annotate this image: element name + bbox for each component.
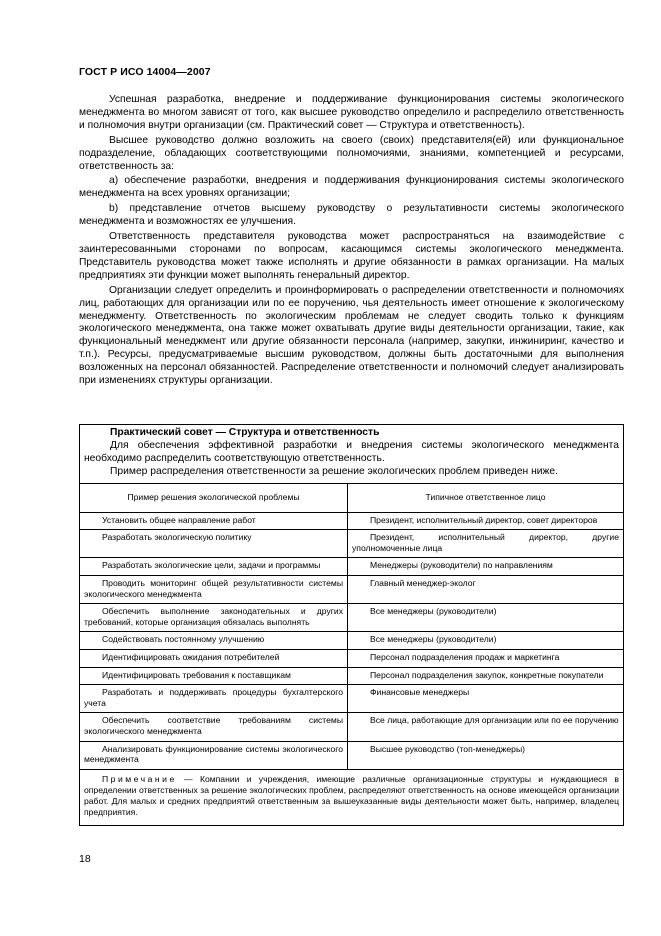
paragraph: Высшее руководство должно возложить на своего (своих) представителя(ей) или функциональное подразделение, обладающих соответствующими полномочиями, знаниями, компетенцией и ресурсами, ответственность за: — [79, 134, 624, 172]
responsible-cell: Президент, исполнительный директор, совет директоров — [370, 514, 598, 525]
table-row — [80, 558, 623, 576]
table-row — [80, 713, 623, 741]
list-item-b: b) представление отчетов высшему руководству о результативности системы экологического менеджмента и возможностях ее улучшения. — [79, 203, 624, 228]
column-header-responsible: Типичное ответственное лицо — [348, 483, 624, 512]
problem-cell: Разработать экологическую политику — [102, 532, 252, 543]
paragraph: Успешная разработка, внедрение и поддерживание функционирования системы экологического менеджмента во многом зависят от того, как высшее руководство определило и распределило ответственность и полномочия внутри организации (см. Практический совет — Структура и ответственность). — [79, 94, 624, 131]
paragraph: Организации следует определить и проинформировать о распределении ответственности и полномочиях лиц, работающих для организации или по ее поручению, чья деятельность имеет отношение к экологическому менеджменту. Ответственность по экологическим проблемам не следует сводить только к функциям экологического менеджмента, она также может охватывать другие виды деятельности организации, такие, как функциональный менеджмент или другие обязанности персонала (например, закупки, инжиниринг, качество и т.п.). Ресурсы, предусматриваемые высшим руководством, должны быть достаточными для выполнения возложенных на персонал обязанностей. Распределение ответственности и полномочий следует анализировать при изменениях структуры организации. — [79, 284, 624, 387]
problem-cell: Анализировать функционирование системы экологического менеджмента — [84, 743, 343, 765]
table-row — [80, 576, 623, 604]
problem-cell: Разработать экологические цели, задачи и программы — [102, 560, 321, 571]
problem-cell: Обеспечить выполнение законодательных и других требований, которые организация обязалась выполнять — [84, 606, 343, 627]
table-row — [80, 604, 623, 632]
table-row — [80, 632, 623, 650]
box-title: Практический совет — Структура и ответственность — [110, 427, 380, 438]
responsible-cell: Финансовые менеджеры — [370, 687, 470, 698]
box-intro: Пример распределения ответственности за решение экологических проблем приведен ниже. — [110, 465, 559, 477]
problem-cell: Содействовать постоянному улучшению — [102, 634, 265, 645]
problem-cell: Идентифицировать ожидания потребителей — [102, 651, 280, 662]
paragraph: Ответственность представителя руководства может распространяться на взаимодействие с заинтересованными сторонами по вопросам, касающимся системы экологического менеджмента. Представитель руководства может также исполнять и другие обязанности в рамках организации. На малых предприятиях эти функции может выполнять генеральный директор. — [79, 231, 624, 281]
problem-cell: Установить общее направление работ — [102, 514, 256, 525]
table-note — [80, 770, 623, 825]
body-text — [79, 94, 624, 390]
box-header — [80, 425, 623, 483]
table-row — [80, 741, 623, 769]
table-row — [80, 512, 623, 530]
table-row — [80, 530, 623, 558]
responsible-cell: Все лица, работающие для организации или по ее поручению — [370, 715, 619, 726]
responsible-cell: Персонал подразделения закупок, конкретные покупатели — [370, 669, 604, 680]
responsible-cell: Главный менеджер-эколог — [370, 578, 476, 588]
table-row — [80, 667, 623, 685]
table-row — [80, 649, 623, 667]
problem-cell: Проводить мониторинг общей результативности системы экологического менеджмента — [84, 578, 343, 599]
table-header-row — [80, 483, 623, 512]
list-item-a: а) обеспечение разработки, внедрения и поддерживания функционирования системы экологического менеджмента на всех уровнях организации; — [79, 175, 624, 200]
responsible-cell: Высшее руководство (топ-менеджеры) — [370, 743, 525, 754]
responsible-cell: Президент, исполнительный директор, другие уполномоченные лица — [352, 532, 619, 553]
box-intro: Для обеспечения эффективной разработки и внедрения системы экологического менеджмента необходимо распределить соответствующую ответственность. — [84, 439, 619, 464]
document-header: ГОСТ Р ИСО 14004—2007 — [79, 66, 211, 78]
problem-cell: Идентифицировать требования к поставщикам — [102, 669, 291, 680]
table-row — [80, 685, 623, 713]
problem-cell: Разработать и поддерживать процедуры бухгалтерского учета — [84, 687, 343, 708]
column-header-problem: Пример решения экологической проблемы — [80, 483, 348, 512]
note-label: Примечание — [102, 773, 177, 784]
practical-advice-box — [79, 424, 624, 826]
responsible-cell: Все менеджеры (руководители) — [370, 606, 497, 617]
responsible-cell: Все менеджеры (руководители) — [370, 634, 497, 645]
responsible-cell: Персонал подразделения продаж и маркетинга — [370, 651, 560, 662]
responsible-cell: Менеджеры (руководители) по направлениям — [370, 560, 553, 571]
problem-cell: Обеспечить соответствие требованиям системы экологического менеджмента — [84, 715, 343, 736]
page-number: 18 — [79, 853, 91, 865]
responsibility-table — [80, 483, 623, 770]
note-text: — Компании и учреждения, имеющие различные организационные структуры и нуждающиеся в определении ответственных за решение экологических проблем, распределяют ответственность на основе имеющейся организации работ. Для малых и средних предприятий ответственным за вышеуказанные виды деятельности может быть, например, владелец предприятия. — [84, 773, 619, 818]
